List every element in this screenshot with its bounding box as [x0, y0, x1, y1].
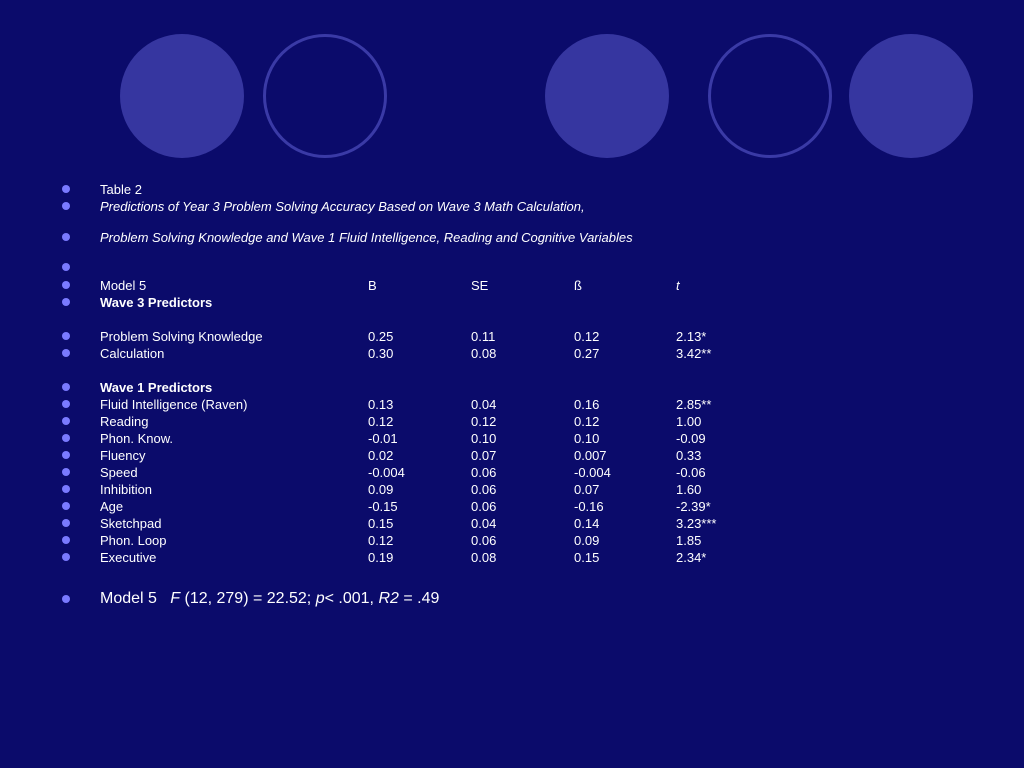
row-t: 3.23***	[676, 516, 717, 531]
row-t: 1.60	[676, 482, 702, 497]
row-t: -0.09	[676, 431, 706, 446]
bullet-icon	[62, 332, 70, 340]
table-row	[0, 430, 1024, 447]
bullet-icon	[62, 468, 70, 476]
row-label: Fluid Intelligence (Raven)	[100, 397, 248, 412]
row-t: 0.33	[676, 448, 702, 463]
row-t: 3.42**	[676, 346, 712, 361]
row-t: 2.85**	[676, 397, 712, 412]
header-beta: ß	[574, 278, 582, 293]
row-b: 0.02	[368, 448, 394, 463]
model-summary-label: Model 5	[100, 590, 157, 607]
bullet-icon	[62, 417, 70, 425]
f-symbol: F	[170, 590, 181, 607]
bullet-icon	[62, 263, 70, 271]
row-t: -0.06	[676, 465, 706, 480]
row-t: 1.85	[676, 533, 702, 548]
table-row	[0, 481, 1024, 498]
header-t: t	[676, 278, 680, 293]
r2-value: = .49	[398, 590, 440, 607]
table-row	[0, 498, 1024, 515]
row-label: Speed	[100, 465, 138, 480]
row-se: 0.08	[471, 550, 497, 565]
bullet-icon	[62, 298, 70, 306]
caption-line-2: Problem Solving Knowledge and Wave 1 Fluid Intelligence, Reading and Cognitive Variables	[100, 230, 633, 245]
row-se: 0.06	[471, 533, 497, 548]
table-row	[0, 549, 1024, 566]
table-row	[0, 532, 1024, 549]
row-b: 0.09	[368, 482, 394, 497]
row-se: 0.06	[471, 465, 497, 480]
bullet-icon	[62, 185, 70, 193]
row-se: 0.04	[471, 397, 497, 412]
table-row	[0, 328, 1024, 345]
table-row	[0, 447, 1024, 464]
empty-row	[0, 259, 1024, 276]
bullet-icon	[62, 233, 70, 241]
row-t: 2.34*	[676, 550, 707, 565]
p-value: < .001,	[324, 590, 379, 607]
row-beta: 0.007	[574, 448, 607, 463]
header-b: B	[368, 278, 377, 293]
bullet-icon	[62, 400, 70, 408]
decorative-circle-filled-1	[120, 34, 244, 158]
row-se: 0.06	[471, 482, 497, 497]
row-label: Fluency	[100, 448, 146, 463]
row-b: -0.15	[368, 499, 398, 514]
row-b: -0.01	[368, 431, 398, 446]
table-row	[0, 515, 1024, 532]
row-beta: 0.12	[574, 329, 600, 344]
row-label: Sketchpad	[100, 516, 162, 531]
bullet-icon	[62, 281, 70, 289]
p-symbol: p	[315, 590, 325, 607]
row-b: 0.25	[368, 329, 394, 344]
row-label: Age	[100, 499, 124, 514]
bullet-icon	[62, 434, 70, 442]
decorative-circle-filled-2	[545, 34, 669, 158]
bullet-icon	[62, 553, 70, 561]
row-se: 0.07	[471, 448, 497, 463]
row-b: 0.19	[368, 550, 394, 565]
section-wave1-row	[0, 379, 1024, 396]
section-wave3-row	[0, 294, 1024, 311]
row-beta: 0.10	[574, 431, 600, 446]
section-wave3-title: Wave 3 Predictors	[100, 295, 213, 310]
row-label: Problem Solving Knowledge	[100, 329, 263, 344]
row-t: -2.39*	[676, 499, 711, 514]
decorative-circle-outline-1	[263, 34, 387, 158]
row-b: 0.15	[368, 516, 394, 531]
header-se: SE	[471, 278, 489, 293]
table-number: Table 2	[100, 182, 142, 197]
bullet-icon	[62, 349, 70, 357]
row-b: 0.30	[368, 346, 394, 361]
row-beta: -0.16	[574, 499, 604, 514]
table-row	[0, 396, 1024, 413]
column-header-row	[0, 277, 1024, 294]
table-row	[0, 345, 1024, 362]
bullet-icon	[62, 202, 70, 210]
row-label: Executive	[100, 550, 157, 565]
bullet-icon	[62, 595, 70, 603]
row-t: 1.00	[676, 414, 702, 429]
row-label: Reading	[100, 414, 149, 429]
row-beta: -0.004	[574, 465, 611, 480]
row-beta: 0.12	[574, 414, 600, 429]
row-se: 0.08	[471, 346, 497, 361]
row-beta: 0.07	[574, 482, 600, 497]
row-beta: 0.15	[574, 550, 600, 565]
row-b: 0.12	[368, 533, 394, 548]
row-beta: 0.09	[574, 533, 600, 548]
row-se: 0.12	[471, 414, 497, 429]
row-se: 0.11	[471, 329, 496, 344]
bullet-icon	[62, 451, 70, 459]
row-t: 2.13*	[676, 329, 707, 344]
r2-symbol: R2	[378, 590, 399, 607]
row-beta: 0.14	[574, 516, 600, 531]
table-row	[0, 464, 1024, 481]
bullet-icon	[62, 383, 70, 391]
model-summary-row	[0, 589, 1024, 609]
row-b: 0.12	[368, 414, 394, 429]
row-label: Calculation	[100, 346, 165, 361]
row-beta: 0.16	[574, 397, 600, 412]
row-se: 0.10	[471, 431, 497, 446]
bullet-icon	[62, 519, 70, 527]
row-label: Phon. Loop	[100, 533, 167, 548]
row-label: Inhibition	[100, 482, 153, 497]
bullet-icon	[62, 502, 70, 510]
row-label: Phon. Know.	[100, 431, 173, 446]
table-row	[0, 413, 1024, 430]
caption-line-2-row	[0, 229, 1024, 246]
caption-line-1-row	[0, 198, 1024, 215]
decorative-circle-outline-2	[708, 34, 832, 158]
bullet-icon	[62, 485, 70, 493]
f-stat: (12, 279) = 22.52;	[180, 590, 316, 607]
row-se: 0.04	[471, 516, 497, 531]
decorative-circle-filled-3	[849, 34, 973, 158]
model-summary	[100, 589, 439, 609]
bullet-icon	[62, 536, 70, 544]
caption-line-1: Predictions of Year 3 Problem Solving Accuracy Based on Wave 3 Math Calculation,	[100, 199, 585, 214]
row-se: 0.06	[471, 499, 497, 514]
row-b: 0.13	[368, 397, 394, 412]
section-wave1-title: Wave 1 Predictors	[100, 380, 213, 395]
table-number-row	[0, 181, 1024, 198]
row-beta: 0.27	[574, 346, 600, 361]
header-model: Model 5	[100, 278, 147, 293]
row-b: -0.004	[368, 465, 405, 480]
